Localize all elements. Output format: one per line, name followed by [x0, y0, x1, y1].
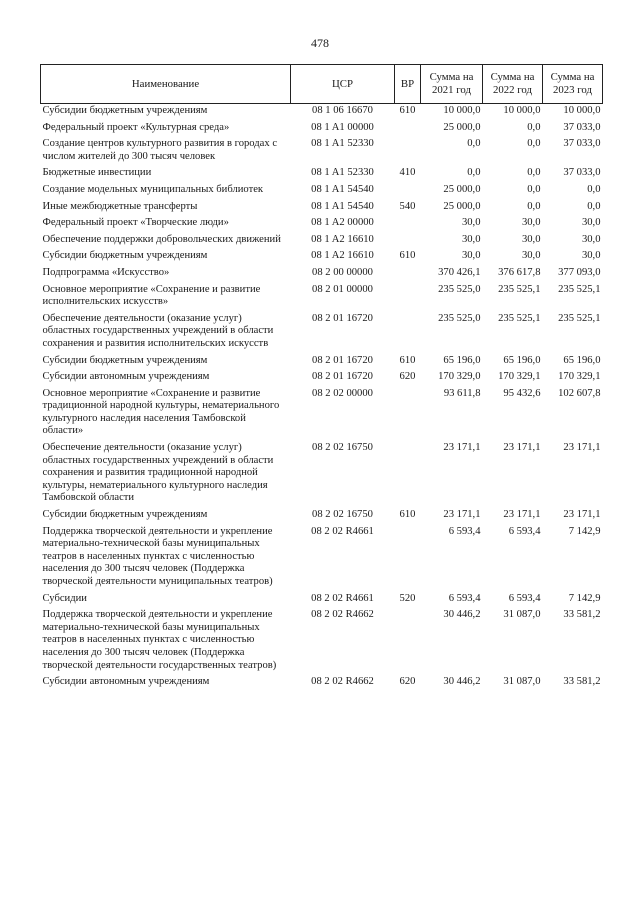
- cell-csr: 08 1 06 16670: [312, 105, 373, 116]
- cell-sum-2021: 23 171,1: [443, 442, 481, 454]
- cell-vr: [395, 183, 421, 200]
- cell-sum-2023: 23 171,1: [563, 509, 601, 521]
- cell-sum-2023: 170 329,1: [558, 371, 601, 383]
- page-number: 478: [311, 36, 329, 50]
- cell-csr: 08 1 A2 16610: [311, 233, 374, 245]
- cell-vr: [395, 525, 421, 592]
- table-body: [41, 104, 603, 692]
- table-row: [41, 137, 603, 166]
- cell-vr: [395, 441, 421, 508]
- cell-name: Обеспечение поддержки добровольческих движений: [42, 233, 281, 245]
- cell-sum-2023: 102 607,8: [558, 387, 601, 399]
- cell-sum-2023: 65 196,0: [563, 354, 601, 366]
- cell-sum-2023: 30,0: [581, 233, 601, 245]
- table-row: [41, 312, 603, 354]
- cell-csr: 08 2 01 00000: [312, 283, 373, 295]
- cell-sum-2023: 7 142,9: [568, 592, 601, 604]
- cell-sum-2023: 235 525,1: [558, 312, 601, 324]
- cell-name: Создание центров культурного развития в городах с числом жителей до 300 тысяч человек: [42, 138, 278, 162]
- cell-sum-2021: 30 446,2: [443, 609, 481, 621]
- cell-csr: 08 1 A1 52330: [311, 138, 374, 150]
- cell-vr: [395, 137, 421, 166]
- table-row: [41, 592, 603, 609]
- cell-sum-2021: 10 000,0: [443, 105, 481, 116]
- table-row: [41, 283, 603, 312]
- cell-csr: 08 2 02 R4661: [311, 592, 374, 604]
- cell-sum-2021: 23 171,1: [443, 509, 481, 521]
- table-row: [41, 354, 603, 371]
- table-row: [41, 216, 603, 233]
- cell-csr: 08 2 02 16750: [312, 509, 373, 521]
- table-row: [41, 183, 603, 200]
- cell-sum-2021: 0,0: [467, 138, 481, 150]
- cell-name: Субсидии автономным учреждениям: [42, 676, 210, 688]
- cell-sum-2023: 37 033,0: [563, 121, 601, 133]
- cell-sum-2022: 0,0: [527, 121, 541, 133]
- cell-vr: 610: [399, 509, 416, 521]
- cell-sum-2022: 0,0: [527, 138, 541, 150]
- cell-sum-2021: 30,0: [461, 233, 481, 245]
- cell-sum-2022: 95 432,6: [503, 387, 541, 399]
- cell-name: Субсидии бюджетным учреждениям: [42, 354, 208, 366]
- table-row: [41, 249, 603, 266]
- cell-sum-2023: 23 171,1: [563, 442, 601, 454]
- header-csr: ЦСР: [291, 65, 395, 104]
- header-vr: ВР: [395, 65, 421, 104]
- cell-name: Субсидии бюджетным учреждениям: [42, 509, 208, 521]
- cell-sum-2021: 235 525,0: [438, 283, 481, 295]
- cell-sum-2023: 0,0: [587, 200, 601, 212]
- cell-name: Поддержка творческой деятельности и укрепление материально-технической базы муниципальных театров в населенных пунктах с численностью населения до 300 тысяч человек (Поддержка творческой деятельности государственных театров): [42, 609, 277, 671]
- table-row: [41, 121, 603, 138]
- cell-sum-2022: 10 000,0: [503, 105, 541, 116]
- table-row: [41, 200, 603, 217]
- cell-sum-2023: 30,0: [581, 217, 601, 229]
- cell-sum-2022: 376 617,8: [498, 266, 541, 278]
- cell-csr: 08 2 00 00000: [312, 266, 373, 278]
- cell-vr: 610: [399, 354, 416, 366]
- table-row: [41, 508, 603, 525]
- cell-sum-2022: 31 087,0: [503, 609, 541, 621]
- cell-csr: 08 2 02 R4661: [311, 525, 374, 537]
- cell-sum-2021: 25 000,0: [443, 121, 481, 133]
- cell-name: Бюджетные инвестиции: [42, 167, 152, 179]
- cell-vr: 540: [399, 200, 416, 212]
- cell-sum-2023: 37 033,0: [563, 167, 601, 179]
- cell-sum-2021: 30 446,2: [443, 676, 481, 688]
- cell-csr: 08 1 A1 52330: [311, 167, 374, 179]
- cell-sum-2022: 6 593,4: [508, 525, 541, 537]
- cell-vr: 620: [399, 371, 416, 383]
- cell-vr: [395, 266, 421, 283]
- cell-sum-2022: 23 171,1: [503, 442, 541, 454]
- cell-vr: [395, 387, 421, 441]
- cell-name: Субсидии бюджетным учреждениям: [42, 250, 208, 262]
- header-name: Наименование: [41, 65, 291, 104]
- cell-sum-2023: 7 142,9: [568, 525, 601, 537]
- cell-vr: 410: [399, 167, 416, 179]
- table-header: [41, 65, 603, 104]
- header-sum-2023: Сумма на 2023 год: [543, 65, 603, 104]
- cell-sum-2023: 33 581,2: [563, 676, 601, 688]
- cell-sum-2021: 6 593,4: [448, 592, 481, 604]
- cell-csr: 08 1 A2 00000: [311, 217, 374, 229]
- cell-name: Основное мероприятие «Сохранение и развитие исполнительских искусств»: [42, 283, 261, 308]
- table-row: [41, 441, 603, 508]
- cell-sum-2021: 93 611,8: [443, 387, 481, 399]
- cell-csr: 08 1 A2 16610: [311, 250, 374, 262]
- cell-csr: 08 2 02 R4662: [311, 609, 374, 621]
- cell-name: Федеральный проект «Творческие люди»: [42, 217, 229, 229]
- table-row: [41, 387, 603, 441]
- cell-sum-2022: 31 087,0: [503, 676, 541, 688]
- cell-sum-2022: 0,0: [527, 200, 541, 212]
- table-row: [41, 266, 603, 283]
- cell-name: Субсидии бюджетным учреждениям: [42, 105, 208, 116]
- cell-csr: 08 2 02 R4662: [311, 676, 374, 688]
- cell-sum-2022: 30,0: [521, 233, 541, 245]
- cell-name: Обеспечение деятельности (оказание услуг) областных государственных учреждений в области сохранения и развития традиционной народной культуры, нематериального культурного наследия Тамбовской области: [42, 442, 274, 504]
- cell-name: Федеральный проект «Культурная среда»: [42, 121, 230, 133]
- cell-name: Подпрограмма «Искусство»: [42, 266, 170, 278]
- cell-sum-2022: 0,0: [527, 183, 541, 195]
- table-row: [41, 608, 603, 675]
- cell-sum-2021: 65 196,0: [443, 354, 481, 366]
- cell-csr: 08 1 A1 00000: [311, 121, 374, 133]
- cell-vr: [395, 121, 421, 138]
- cell-sum-2021: 30,0: [461, 250, 481, 262]
- cell-name: Субсидии: [42, 592, 87, 604]
- cell-sum-2023: 377 093,0: [558, 266, 601, 278]
- cell-sum-2021: 30,0: [461, 217, 481, 229]
- cell-vr: [395, 216, 421, 233]
- table-row: [41, 675, 603, 692]
- cell-sum-2023: 37 033,0: [563, 138, 601, 150]
- cell-sum-2021: 25 000,0: [443, 200, 481, 212]
- cell-sum-2021: 235 525,0: [438, 312, 481, 324]
- cell-sum-2022: 0,0: [527, 167, 541, 179]
- cell-sum-2023: 10 000,0: [563, 105, 601, 116]
- cell-vr: [395, 608, 421, 675]
- cell-vr: 610: [399, 105, 416, 116]
- table-row: [41, 525, 603, 592]
- table-row: [41, 370, 603, 387]
- cell-sum-2022: 235 525,1: [498, 283, 541, 295]
- cell-name: Иные межбюджетные трансферты: [42, 200, 198, 212]
- header-sum-2022: Сумма на 2022 год: [483, 65, 543, 104]
- table-row: [41, 166, 603, 183]
- cell-sum-2022: 23 171,1: [503, 509, 541, 521]
- cell-csr: 08 2 01 16720: [312, 371, 373, 383]
- cell-csr: 08 2 01 16720: [312, 312, 373, 324]
- cell-sum-2022: 6 593,4: [508, 592, 541, 604]
- cell-name: Субсидии автономным учреждениям: [42, 371, 210, 383]
- cell-name: Поддержка творческой деятельности и укрепление материально-технической базы муниципальных театров в населенных пунктах с численностью населения до 300 тысяч человек (Поддержка творческой деятельности муниципальных театров): [42, 525, 273, 587]
- cell-sum-2022: 65 196,0: [503, 354, 541, 366]
- cell-csr: 08 2 02 16750: [312, 442, 373, 454]
- cell-csr: 08 1 A1 54540: [311, 183, 374, 195]
- cell-vr: [395, 233, 421, 250]
- budget-table: [40, 64, 603, 692]
- cell-csr: 08 2 01 16720: [312, 354, 373, 366]
- cell-sum-2022: 170 329,1: [498, 371, 541, 383]
- cell-vr: [395, 283, 421, 312]
- cell-name: Основное мероприятие «Сохранение и развитие традиционной народной культуры, нематериального культурного наследия населения Тамбовской области»: [42, 387, 280, 437]
- cell-sum-2023: 0,0: [587, 183, 601, 195]
- cell-sum-2022: 235 525,1: [498, 312, 541, 324]
- table-row: [41, 233, 603, 250]
- header-row: [41, 65, 603, 104]
- cell-sum-2021: 170 329,0: [438, 371, 481, 383]
- cell-sum-2023: 235 525,1: [558, 283, 601, 295]
- cell-csr: 08 2 02 00000: [312, 387, 373, 399]
- cell-sum-2021: 25 000,0: [443, 183, 481, 195]
- cell-sum-2023: 33 581,2: [563, 609, 601, 621]
- cell-vr: [395, 312, 421, 354]
- cell-csr: 08 1 A1 54540: [311, 200, 374, 212]
- cell-name: Обеспечение деятельности (оказание услуг) областных государственных учреждений в области сохранения и развития исполнительских искусств: [42, 312, 274, 349]
- cell-vr: 610: [399, 250, 416, 262]
- cell-sum-2021: 370 426,1: [438, 266, 481, 278]
- cell-vr: 520: [399, 592, 416, 604]
- header-sum-2021: Сумма на 2021 год: [421, 65, 483, 104]
- cell-sum-2022: 30,0: [521, 250, 541, 262]
- cell-sum-2022: 30,0: [521, 217, 541, 229]
- cell-sum-2021: 0,0: [467, 167, 481, 179]
- cell-vr: 620: [399, 676, 416, 688]
- cell-sum-2023: 30,0: [581, 250, 601, 262]
- cell-name: Создание модельных муниципальных библиотек: [42, 183, 264, 195]
- table-row: [41, 104, 603, 121]
- cell-sum-2021: 6 593,4: [448, 525, 481, 537]
